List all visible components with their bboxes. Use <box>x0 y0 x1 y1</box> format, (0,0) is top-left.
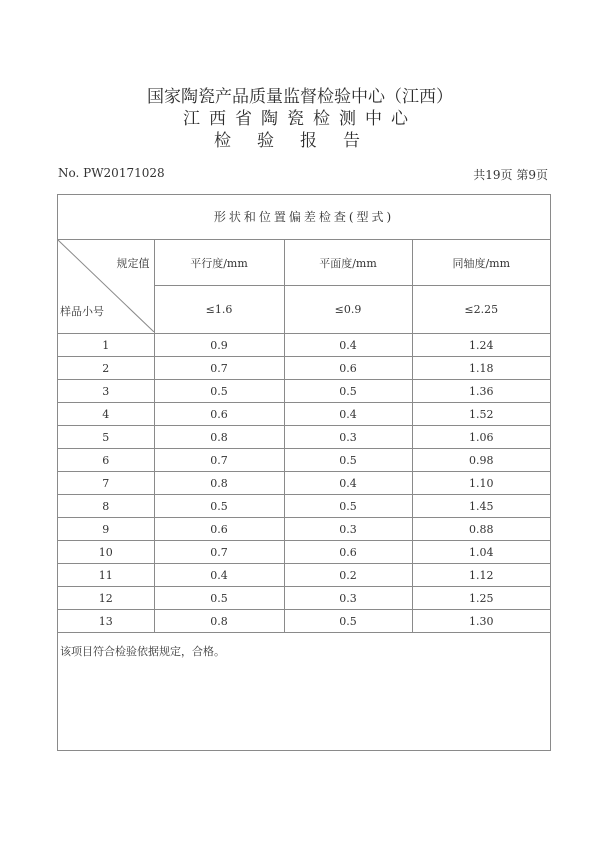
table-row <box>58 495 550 518</box>
measurement-cell: 0.8 <box>154 472 284 495</box>
measurement-cell: 0.5 <box>154 380 284 403</box>
limit-parallelism: ≤1.6 <box>154 286 284 334</box>
measurement-cell: 0.8 <box>154 610 284 633</box>
measurement-cell: 1.45 <box>412 495 550 518</box>
table-row <box>58 403 550 426</box>
table-row <box>58 380 550 403</box>
table-header-row <box>58 240 550 286</box>
measurement-cell: 0.3 <box>284 426 412 449</box>
measurement-cell: 0.5 <box>154 495 284 518</box>
measurement-cell: 1.10 <box>412 472 550 495</box>
measurement-cell: 0.6 <box>284 357 412 380</box>
measurement-cell: 1.25 <box>412 587 550 610</box>
sample-number-cell: 10 <box>58 541 154 564</box>
center-name-jiangxi: 江西省陶瓷检测中心 <box>183 109 417 129</box>
measurement-cell: 0.5 <box>284 449 412 472</box>
column-header-parallelism: 平行度/mm <box>154 240 284 286</box>
sample-number-cell: 5 <box>58 426 154 449</box>
measurement-cell: 0.5 <box>284 610 412 633</box>
sample-number-cell: 11 <box>58 564 154 587</box>
measurement-cell: 1.12 <box>412 564 550 587</box>
sample-number-cell: 7 <box>58 472 154 495</box>
measurement-cell: 0.6 <box>154 403 284 426</box>
column-header-flatness: 平面度/mm <box>284 240 412 286</box>
measurement-cell: 0.4 <box>154 564 284 587</box>
sample-number-cell: 12 <box>58 587 154 610</box>
measurement-cell: 0.7 <box>154 449 284 472</box>
measurement-cell: 0.4 <box>284 403 412 426</box>
measurement-cell: 1.52 <box>412 403 550 426</box>
table-row <box>58 564 550 587</box>
report-title: 检验报告 <box>214 131 386 151</box>
measurement-cell: 0.6 <box>154 518 284 541</box>
sample-number-cell: 2 <box>58 357 154 380</box>
measurement-cell: 0.9 <box>154 334 284 357</box>
table-row <box>58 518 550 541</box>
limit-coaxiality: ≤2.25 <box>412 286 550 334</box>
deviation-table <box>58 240 550 633</box>
measurement-cell: 0.8 <box>154 426 284 449</box>
report-frame <box>57 194 551 751</box>
measurement-cell: 1.24 <box>412 334 550 357</box>
limit-flatness: ≤0.9 <box>284 286 412 334</box>
corner-cell <box>58 240 154 334</box>
measurement-cell: 0.98 <box>412 449 550 472</box>
table-row <box>58 610 550 633</box>
measurement-cell: 0.7 <box>154 541 284 564</box>
table-row <box>58 449 550 472</box>
table-row <box>58 357 550 380</box>
measurement-cell: 1.30 <box>412 610 550 633</box>
section-title: 形状和位置偏差检查(型式) <box>58 195 550 240</box>
measurement-cell: 0.2 <box>284 564 412 587</box>
report-header <box>0 86 600 152</box>
center-name: 国家陶瓷产品质量监督检验中心（江西） <box>147 87 453 107</box>
sample-number-label: 样品小号 <box>60 305 104 318</box>
measurement-cell: 0.6 <box>284 541 412 564</box>
column-header-coaxiality: 同轴度/mm <box>412 240 550 286</box>
measurement-cell: 0.5 <box>154 587 284 610</box>
sample-number-cell: 13 <box>58 610 154 633</box>
measurement-cell: 1.36 <box>412 380 550 403</box>
measurement-cell: 0.4 <box>284 472 412 495</box>
sample-number-cell: 3 <box>58 380 154 403</box>
measurement-cell: 0.4 <box>284 334 412 357</box>
sample-number-cell: 1 <box>58 334 154 357</box>
measurement-cell: 1.06 <box>412 426 550 449</box>
measurement-cell: 1.04 <box>412 541 550 564</box>
sample-number-cell: 6 <box>58 449 154 472</box>
page-info: 共19页 第9页 <box>473 168 548 182</box>
measurement-cell: 0.88 <box>412 518 550 541</box>
sample-number-cell: 4 <box>58 403 154 426</box>
report-number: No. PW20171028 <box>58 166 165 180</box>
table-row <box>58 541 550 564</box>
table-row <box>58 472 550 495</box>
measurement-cell: 0.5 <box>284 380 412 403</box>
spec-value-label: 规定值 <box>116 257 150 270</box>
measurement-cell: 0.3 <box>284 587 412 610</box>
table-row <box>58 426 550 449</box>
measurement-cell: 0.7 <box>154 357 284 380</box>
measurement-cell: 0.5 <box>284 495 412 518</box>
table-row <box>58 587 550 610</box>
conclusion-text: 该项目符合检验依据规定，合格。 <box>60 645 225 658</box>
sample-number-cell: 9 <box>58 518 154 541</box>
measurement-cell: 1.18 <box>412 357 550 380</box>
measurement-cell: 0.3 <box>284 518 412 541</box>
table-row <box>58 334 550 357</box>
sample-number-cell: 8 <box>58 495 154 518</box>
